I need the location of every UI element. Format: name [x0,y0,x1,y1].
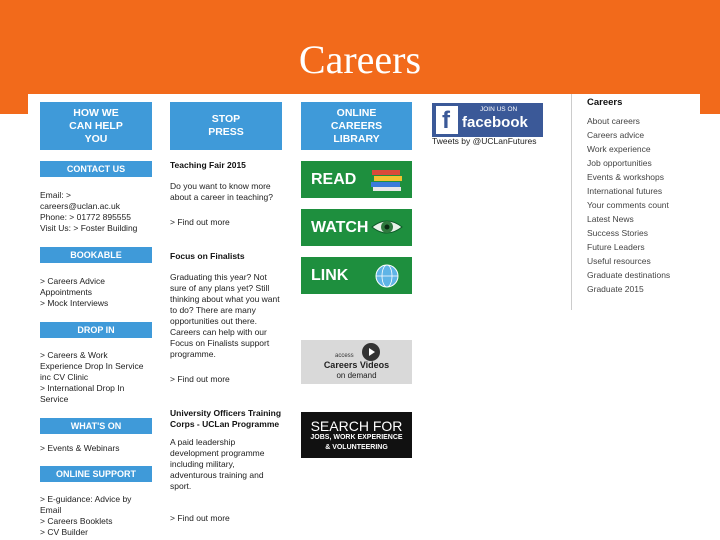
watch-label: WATCH [311,218,369,236]
facebook-name: facebook [462,114,528,131]
officers-training-body: A paid leadership development programme including military, adventurous training and sport. [170,437,265,491]
tweets-link[interactable]: Tweets by @UCLanFutures [432,136,537,146]
officers-training-link[interactable]: > Find out more [170,513,230,523]
how-we-help-button[interactable]: HOW WE CAN HELP YOU [40,102,152,150]
videos-line1: Careers Videos [323,360,390,370]
eye-icon [370,215,404,240]
sidebar-item-events-workshops[interactable]: Events & workshops [587,172,665,182]
online-support-text[interactable]: > E-guidance: Advice by Email > Careers Booklets > CV Builder [40,494,132,537]
teaching-fair-heading: Teaching Fair 2015 [170,160,246,170]
sidebar-item-latest-news[interactable]: Latest News [587,214,634,224]
sidebar-item-about-careers[interactable]: About careers [587,116,640,126]
contact-us-header[interactable]: CONTACT US [40,161,152,177]
sidebar-item-useful-resources[interactable]: Useful resources [587,256,651,266]
teaching-fair-link[interactable]: > Find out more [170,217,230,227]
watch-button[interactable] [301,209,412,246]
whats-on-text[interactable]: > Events & Webinars [40,443,120,453]
videos-brand: access [335,353,354,359]
finalists-body: Graduating this year? Not sure of any plans yet? Still thinking about what you want to do? There are many opportunities out there. Careers can help with our Focus on Finalists support programme. [170,272,280,359]
sidebar-item-careers-advice[interactable]: Careers advice [587,130,645,140]
sidebar-item-future-leaders[interactable]: Future Leaders [587,242,645,252]
sidebar-item-international-futures[interactable]: International futures [587,186,663,196]
drop-in-text[interactable]: > Careers & Work Experience Drop In Service inc CV Clinic > International Drop In Service [40,350,144,404]
link-label: LINK [311,266,349,284]
facebook-join: JOIN US ON [480,106,518,113]
sidebar-title: Careers [587,97,623,108]
bookable-header[interactable]: BOOKABLE [40,247,152,263]
videos-line2: on demand [336,371,377,380]
globe-icon [370,263,404,288]
facebook-badge[interactable] [432,103,543,137]
link-button[interactable] [301,257,412,294]
bookable-text[interactable]: > Careers Advice Appointments > Mock Interviews [40,276,109,308]
contact-us-text: Email: > careers@uclan.ac.uk Phone: > 01772 895555 Visit Us: > Foster Building [40,190,138,233]
read-label: READ [311,170,357,188]
careers-webpage [28,94,700,540]
finalists-heading: Focus on Finalists [170,251,245,261]
stop-press-button[interactable]: STOP PRESS [170,102,282,150]
slide-title: Careers [298,37,422,82]
sidebar-divider [571,94,572,310]
online-library-button[interactable]: ONLINE CAREERS LIBRARY [301,102,412,150]
read-button[interactable] [301,161,412,198]
sidebar-item-work-experience[interactable]: Work experience [587,144,651,154]
drop-in-header[interactable]: DROP IN [40,322,152,338]
search-line3: & VOLUNTEERING [325,444,388,451]
sidebar-item-success-stories[interactable]: Success Stories [587,228,648,238]
teaching-fair-body: Do you want to know more about a career in teaching? [170,181,274,202]
whats-on-header[interactable]: WHAT'S ON [40,418,152,434]
careers-videos-tile[interactable] [301,340,412,384]
play-icon [361,342,381,362]
finalists-link[interactable]: > Find out more [170,374,230,384]
search-line1: SEARCH FOR [310,418,403,434]
search-line2: JOBS, WORK EXPERIENCE [310,434,403,441]
online-support-header[interactable]: ONLINE SUPPORT [40,466,152,482]
sidebar-item-graduate-destinations[interactable]: Graduate destinations [587,270,671,280]
books-icon [370,167,404,192]
sidebar-item-your-comments[interactable]: Your comments count [587,200,669,210]
search-jobs-tile[interactable] [301,412,412,458]
sidebar-item-job-opportunities[interactable]: Job opportunities [587,158,652,168]
sidebar-item-graduate-2015[interactable]: Graduate 2015 [587,284,644,294]
officers-training-heading: University Officers Training Corps - UCLan Programme [170,408,282,429]
facebook-logo-icon: f [436,106,458,134]
